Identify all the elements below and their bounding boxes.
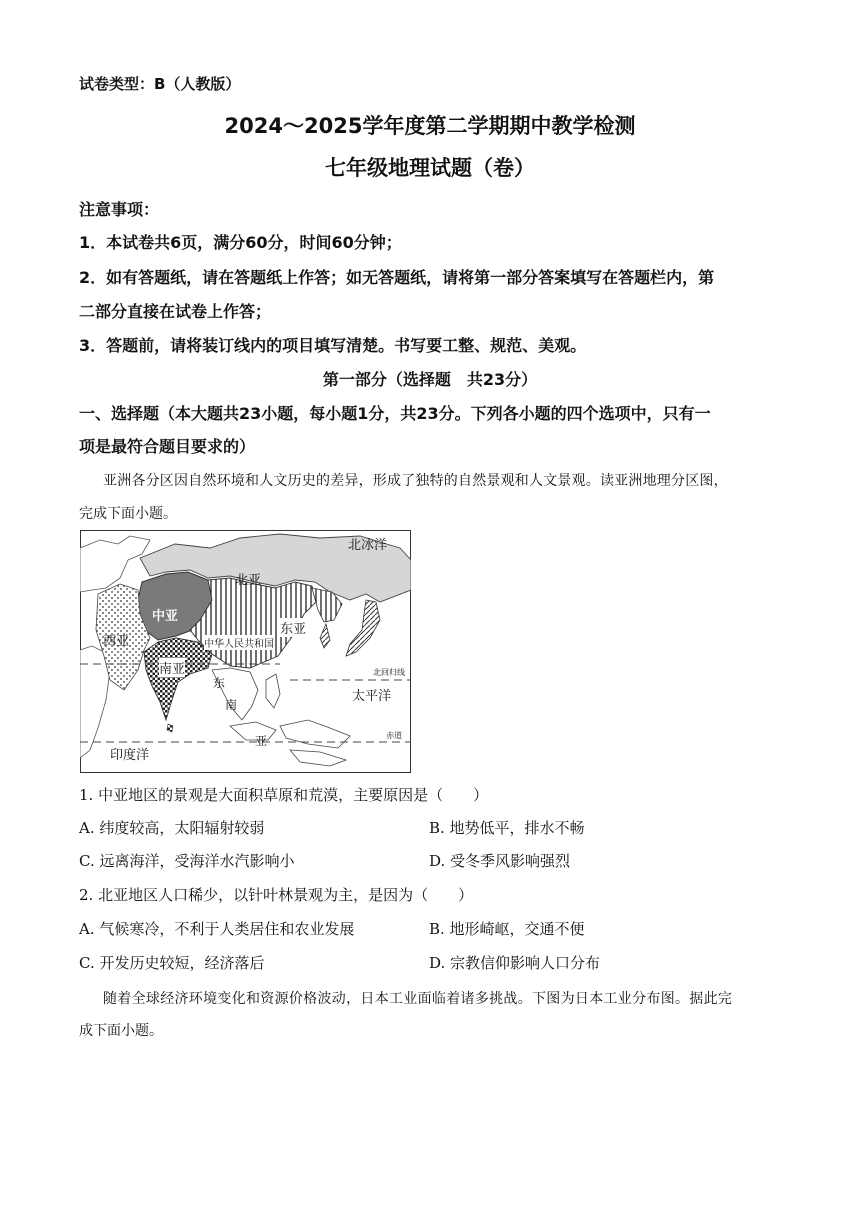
map-label-china: 中华人民共和国 bbox=[204, 635, 274, 650]
exam-title: 2024～2025学年度第二学期期中教学检测 bbox=[224, 114, 636, 138]
q1-option-b: B. 地势低平，排水不畅 bbox=[429, 819, 585, 837]
map-label-north-asia: 北亚 bbox=[235, 573, 262, 588]
map-label-east-asia: 东亚 bbox=[280, 618, 306, 637]
map-label-west-asia: 西亚 bbox=[103, 634, 130, 649]
notes-item-2a: 2．如有答题纸，请在答题纸上作答；如无答题纸，请将第一部分答案填写在答题栏内，第 bbox=[79, 268, 715, 287]
map-label-tropic: 北回归线 bbox=[373, 668, 405, 677]
map-label-indian-ocean: 印度洋 bbox=[110, 748, 150, 763]
intro2-line1: 随着全球经济环境变化和资源价格波动，日本工业面临着诸多挑战。下图为日本工业分布图。据此完 bbox=[103, 991, 733, 1007]
notes-item-1: 1．本试卷共6页，满分60分，时间60分钟； bbox=[79, 233, 402, 252]
map-label-pacific: 太平洋 bbox=[352, 689, 392, 704]
section-heading-line1: 一、选择题（本大题共23小题，每小题1分，共23分。下列各小题的四个选项中，只有一 bbox=[79, 404, 711, 423]
map-label-south-asia: 南亚 bbox=[159, 658, 185, 677]
intro1-line1: 亚洲各分区因自然环境和人文历史的差异，形成了独特的自然景观和人文景观。读亚洲地理分区图， bbox=[103, 473, 728, 489]
q1-option-d: D. 受冬季风影响强烈 bbox=[429, 852, 571, 870]
asia-region-map bbox=[80, 530, 411, 773]
q2-option-a: A. 气候寒冷，不利于人类居住和农业发展 bbox=[79, 920, 355, 938]
map-label-equator: 赤道 bbox=[386, 731, 402, 740]
q2-option-b: B. 地形崎岖，交通不便 bbox=[429, 920, 585, 938]
exam-subtitle: 七年级地理试题（卷） bbox=[325, 156, 535, 180]
notes-heading: 注意事项： bbox=[79, 200, 160, 219]
map-label-central-asia: 中亚 bbox=[152, 609, 179, 624]
paper-type: 试卷类型：B（人教版） bbox=[79, 75, 241, 93]
notes-item-2b: 二部分直接在试卷上作答； bbox=[79, 302, 272, 321]
q2-stem: 2. 北亚地区人口稀少，以针叶林景观为主，是因为（ ） bbox=[79, 886, 474, 904]
q2-option-d: D. 宗教信仰影响人口分布 bbox=[429, 954, 601, 972]
q1-option-c: C. 远离海洋，受海洋水汽影响小 bbox=[79, 852, 295, 870]
notes-item-3: 3．答题前，请将装订线内的项目填写清楚。书写要工整、规范、美观。 bbox=[79, 336, 587, 355]
part1-heading: 第一部分（选择题 共23分） bbox=[322, 370, 538, 389]
map-label-arctic: 北冰洋 bbox=[348, 538, 388, 553]
q2-option-c: C. 开发历史较短，经济落后 bbox=[79, 954, 265, 972]
q1-stem: 1. 中亚地区的景观是大面积草原和荒漠，主要原因是（ ） bbox=[79, 786, 489, 804]
map-label-se-3: 亚 bbox=[255, 734, 268, 748]
map-label-se-2: 南 bbox=[225, 698, 238, 712]
section-heading-line2: 项是最符合题目要求的） bbox=[79, 437, 256, 456]
intro1-line2: 完成下面小题。 bbox=[79, 506, 177, 522]
q1-option-a: A. 纬度较高，太阳辐射较弱 bbox=[79, 819, 265, 837]
intro2-line2: 成下面小题。 bbox=[79, 1023, 163, 1039]
map-label-se-1: 东 bbox=[213, 676, 226, 690]
